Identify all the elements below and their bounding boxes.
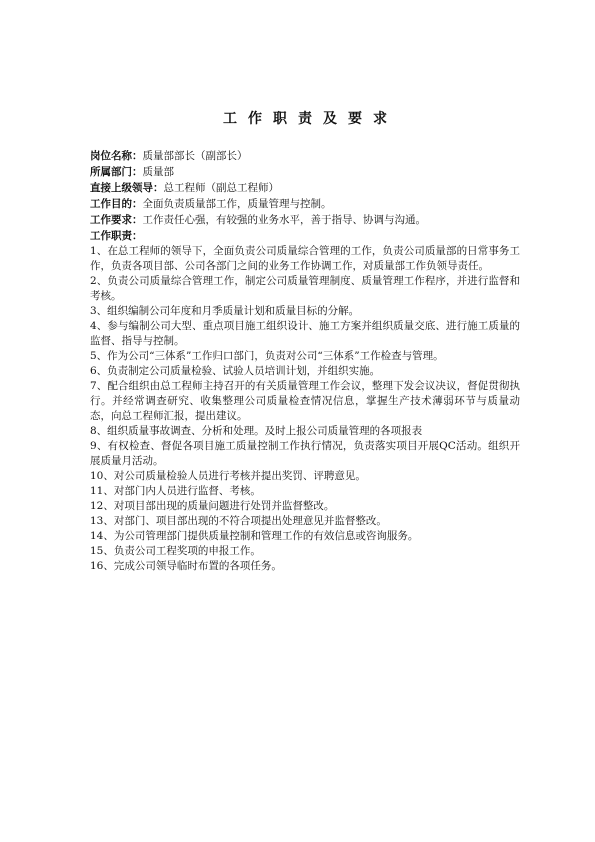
duty-item: 15、负责公司工程奖项的申报工作。: [90, 545, 261, 557]
field-value: 全面负责质量部工作，质量管理与控制。: [142, 198, 332, 210]
duty-list: [90, 244, 520, 574]
duty-item: 10、对公司质量检验人员进行考核并提出奖罚、评聘意见。: [90, 470, 366, 482]
field-value: 工作责任心强，有较强的业务水平，善于指导、协调与沟通。: [142, 214, 426, 226]
duty-item: 11、对部门内人员进行监督、考核。: [90, 485, 261, 497]
field-value: 质量部: [142, 166, 174, 178]
duty-item: 16、完成公司领导临时布置的各项任务。: [90, 560, 282, 572]
field-label: 工作目的：: [90, 198, 143, 210]
document-page: [90, 108, 520, 574]
duty-item: 14、为公司管理部门提供质量控制和管理工作的有效信息或咨询服务。: [90, 530, 419, 542]
field-label: 直接上级领导：: [90, 182, 164, 194]
field-label: 岗位名称：: [90, 150, 143, 162]
field-duties-heading: [90, 228, 520, 244]
duty-item: 6、负责制定公司质量检验、试验人员培训计划，并组织实施。: [90, 365, 381, 377]
field-purpose: [90, 196, 520, 212]
duty-item: 7、配合组织由总工程师主持召开的有关质量管理工作会议，整理下发会议决议，督促贯彻执行。并经常调查研究、收集整理公司质量检查情况信息，掌握生产技术薄弱环节与质量动态，向总工程师汇报，提出建议。: [90, 380, 520, 422]
duty-item: 4、参与编制公司大型、重点项目施工组织设计、施工方案并组织质量交底、进行施工质量的监督、指导与控制。: [90, 320, 520, 347]
document-title: 工作职责及要求: [223, 111, 398, 127]
duty-item: 1、在总工程师的领导下，全面负责公司质量综合管理的工作，负责公司质量部的日常事务工作，负责各项目部、公司各部门之间的业务工作协调工作，对质量部工作负领导责任。: [90, 245, 520, 272]
field-supervisor: [90, 180, 520, 196]
field-requirements: [90, 212, 520, 228]
duty-item: 13、对部门、项目部出现的不符合项提出处理意见并监督整改。: [90, 515, 387, 527]
duty-item: 5、作为公司“三体系”工作归口部门，负责对公司“三体系”工作检查与管理。: [90, 350, 444, 362]
field-label: 工作职责：: [90, 230, 143, 242]
duty-item: 8、组织质量事故调查、分析和处理。及时上报公司质量管理的各项报表: [90, 425, 423, 437]
duty-item: 3、组织编制公司年度和月季质量计划和质量目标的分解。: [90, 305, 360, 317]
field-label: 所属部门：: [90, 166, 143, 178]
field-department: [90, 164, 520, 180]
duty-item: 9、有权检查、督促各项目施工质量控制工作执行情况，负责落实项目开展QC活动。组织开展质量月活动。: [90, 440, 520, 467]
duty-item: 2、负责公司质量综合管理工作，制定公司质量管理制度、质量管理工作程序，并进行监督和考核。: [90, 275, 520, 302]
field-label: 工作要求：: [90, 214, 143, 226]
field-position: [90, 148, 520, 164]
field-value: 质量部部长（副部长）: [142, 150, 248, 162]
field-value: 总工程师（副总工程师）: [163, 182, 279, 194]
duty-item: 12、对项目部出现的质量问题进行处罚并监督整改。: [90, 500, 335, 512]
